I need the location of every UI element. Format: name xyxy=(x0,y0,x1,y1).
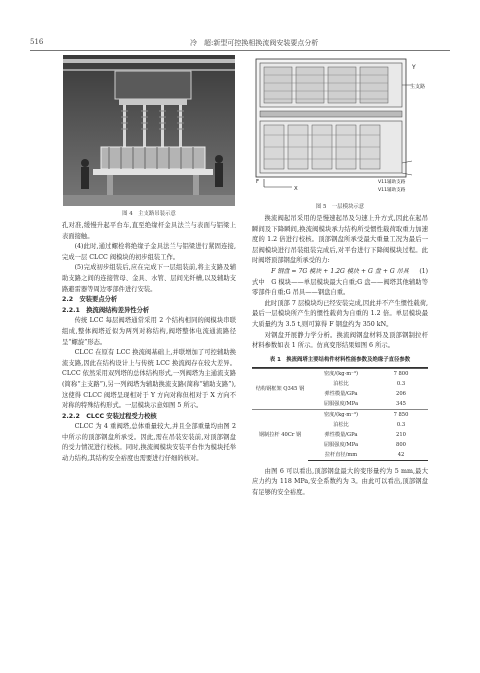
table-cell-value: 0.3 xyxy=(396,380,406,387)
figure-5-label-y: Y xyxy=(412,64,416,71)
equation-1 xyxy=(252,267,428,278)
table-cell-param: 密度/(kg·m⁻³) xyxy=(323,370,359,377)
left-paragraph-3: (5)完成初步组装后,应在完成下一层组装前,将主支路及辅助支路之间的连接管母、金具、水管、层间光纤槽,以及辅助支路避雷器等周边零部件进行安装。 xyxy=(62,264,236,293)
left-paragraph-2: (4)此时,通过螺栓将绝缘子金具法兰与铝梁进行紧固连接,完成一层 CLCC 阀模块的初步组装工作。 xyxy=(62,243,236,261)
table-cell-value: 800 xyxy=(396,441,406,448)
figure-5-label-main-branch: 主支路 xyxy=(410,84,426,90)
table-cell-param: 拉杆直径/mm xyxy=(308,450,374,461)
right-paragraph-4: 由图 6 可以看出,顶部钢盘最大的变形量约为 5 mm,最大应力约为 118 MPa,安全系数约为 3。由此可以看出,顶部钢盘有足够的安全裕度。 xyxy=(252,467,428,496)
figure-5-label-f: F xyxy=(256,179,260,185)
table-cell-value: 0.3 xyxy=(396,421,406,428)
table-1-caption: 表 1 换流阀塔主要结构件材料性能参数及绝缘子直径参数 xyxy=(269,356,411,363)
figure-4-photo xyxy=(63,55,235,206)
figure-5-label-aux-branch-1: V11辅助支路 xyxy=(378,180,406,185)
section-heading-2-2-2: 2.2.2 CLCC 安装过程受力校核 xyxy=(62,412,157,420)
table-cell-value: 7 800 xyxy=(393,370,409,377)
right-paragraph-2: 此时顶部 7 层模块均已经安装完成,因此并不产生惯性载荷,最后一层模块所产生的惯性载荷为自重的 1.2 倍。单层模块最大质量约为 3.5 t,则可算得 F 钢盘约为 350 kN。 xyxy=(252,299,428,328)
page-number: 516 xyxy=(30,38,44,46)
header-rule xyxy=(30,50,450,51)
table-cell-value: 42 xyxy=(374,450,428,461)
right-column xyxy=(252,55,428,499)
left-paragraph-5: CLCC 在原有 LCC 换流阀基础上,并联增加了可控辅助换流支路,因此在结构设计上与传统 LCC 换流阀存在较大差异。CLCC 依然采用双列塔的总体结构形式,一列阀塔为主通流支路(简称“主支路”),另一列阀塔为辅助换流支路(简称“辅助支路”),这使得 CLCC 阀塔呈现相对于 Y 方向对称但相对于 X 方向不对称的特殊结构形式。一层模块示意如图 5 所示。 xyxy=(62,349,236,410)
table-cell-param: 弹性模量/GPa xyxy=(324,390,358,397)
table-1-material-q345: 结构钢框架 Q345 钢 xyxy=(255,385,305,392)
table-cell-param: 泊松比 xyxy=(333,421,349,428)
left-column xyxy=(62,55,236,465)
table-cell-value: 206 xyxy=(396,390,406,397)
table-1-material-40cr: 钢制拉杆 40Cr 钢 xyxy=(252,409,308,460)
table-cell-value: 7 850 xyxy=(374,409,428,420)
equation-1-body: F 钢盘 = 7G 模块 + 1.2G 模块 + G 盘 + G 吊具 xyxy=(271,267,409,275)
figure-5-label-x: X xyxy=(294,186,298,192)
table-cell-value: 210 xyxy=(396,431,406,438)
section-heading-2-2: 2.2 安装要点分析 xyxy=(62,296,118,304)
table-1 xyxy=(252,367,428,461)
equation-1-where: 式中 G 模块——单层模块最大自重;G 盘——阀塔其他辅助等零部件自重;G 吊具——钢盘自重。 xyxy=(252,278,428,297)
running-title: 冷 超:新型可控换相换流阀安装要点分析 xyxy=(190,39,319,47)
figure-5-schematic xyxy=(252,55,428,199)
table-cell-param: 泊松比 xyxy=(333,380,349,387)
right-paragraph-3: 对钢盘开展静力学分析。换流阀钢盘材料及顶部钢制拉杆材料参数如表 1 所示。仿真变形结果如图 6 所示。 xyxy=(252,331,428,350)
table-cell-param: 弹性模量/GPa xyxy=(324,431,358,438)
table-row xyxy=(252,409,428,420)
figure-4-caption: 图 4 主支路吊装示意 xyxy=(122,211,176,217)
table-row xyxy=(252,368,428,379)
table-cell-param: 屈服强度/MPa xyxy=(323,441,359,448)
left-paragraph-6: CLCC 为 4 重阀塔,总体重量较大,并且全部重量均由图 2 中所示的顶部钢盘所承受。因此,需在吊装安装前,对顶部钢盘的受力情况进行校核。同时,换流阀模块安装平台作为模块托举动力结构,其结构安全裕度也需要进行仔细的核对。 xyxy=(62,423,236,463)
right-paragraph-1: 换流阀起吊采用的是慢速起吊及匀速上升方式,因此在起吊瞬间及下降瞬间,换流阀模块承力结构所受惯性载荷取重力加速度的 1.2 倍进行校核。顶部钢盘所承受最大重量工况为最后一层阀模块进行吊装组装完成后,对平台进行下降阀模块过程。此时阀塔顶部钢盘所承受的力: xyxy=(252,215,428,265)
left-paragraph-4: 传统 LCC 每层阀塔通常采用 2 个结构相同的阀模块串联组成,整体阀塔近似为两列对称结构,阀塔整体电流通流路径呈“螺旋”形态。 xyxy=(62,317,236,346)
figure-5-label-aux-branch-2: V11辅助支路 xyxy=(378,188,406,193)
left-paragraph-1: 孔对准,缓慢升起平台车,直至绝缘杆金具法兰与表面与铝梁上表面接触。 xyxy=(62,222,236,240)
section-heading-2-2-1: 2.2.1 换流阀结构差异性分析 xyxy=(62,306,150,314)
table-cell-value: 345 xyxy=(396,400,406,407)
figure-4 xyxy=(62,55,236,219)
table-cell-param: 屈服强度/MPa xyxy=(323,400,359,407)
table-cell-param: 密度/(kg·m⁻³) xyxy=(308,409,374,420)
equation-1-number: (1) xyxy=(419,267,428,275)
figure-5 xyxy=(252,55,428,212)
figure-5-caption: 图 5 一层模块示意 xyxy=(315,204,365,210)
